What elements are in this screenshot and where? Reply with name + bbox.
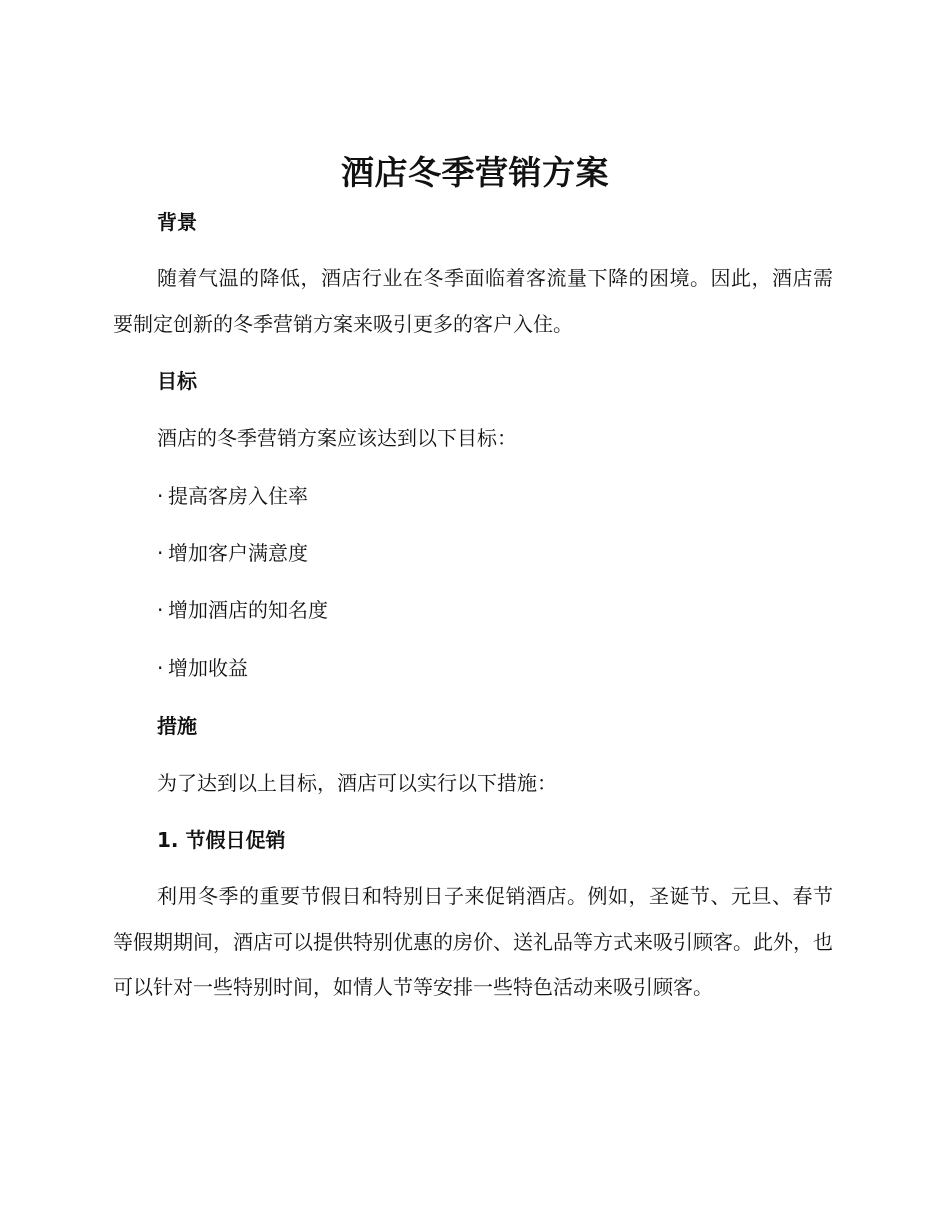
section-heading-measures: 措施 [157,714,197,738]
list-item [157,538,308,568]
bullet-marker: · [157,541,164,565]
list-item [157,481,308,511]
list-item-text: 增加酒店的知名度 [168,598,328,622]
document-title: 酒店冬季营销方案 [341,153,609,192]
bullet-marker: · [157,598,164,622]
measures-intro: 为了达到以上目标，酒店可以实行以下措施： [157,771,557,795]
bullet-marker: · [157,484,164,508]
section-heading-background: 背景 [157,210,197,234]
background-paragraph: 随着气温的降低，酒店行业在冬季面临着客流量下降的困境。因此，酒店需要制定创新的冬季营销方案来吸引更多的客户入住。 [113,266,833,336]
list-item [157,653,248,683]
holiday-promotion-paragraph: 利用冬季的重要节假日和特别日子来促销酒店。例如，圣诞节、元旦、春节等假期期间，酒店可以提供特别优惠的房价、送礼品等方式来吸引顾客。此外，也可以针对一些特别时间，如情人节等安排一些特色活动来吸引顾客。 [113,884,833,999]
subsection-heading-holiday-promotion: 1. 节假日促销 [157,828,286,852]
list-item [157,595,328,625]
section-heading-goals: 目标 [157,369,197,393]
list-item-text: 提高客房入住率 [168,484,308,508]
goals-intro: 酒店的冬季营销方案应该达到以下目标： [157,426,517,450]
bullet-marker: · [157,656,164,680]
list-item-text: 增加收益 [168,656,248,680]
list-item-text: 增加客户满意度 [168,541,308,565]
